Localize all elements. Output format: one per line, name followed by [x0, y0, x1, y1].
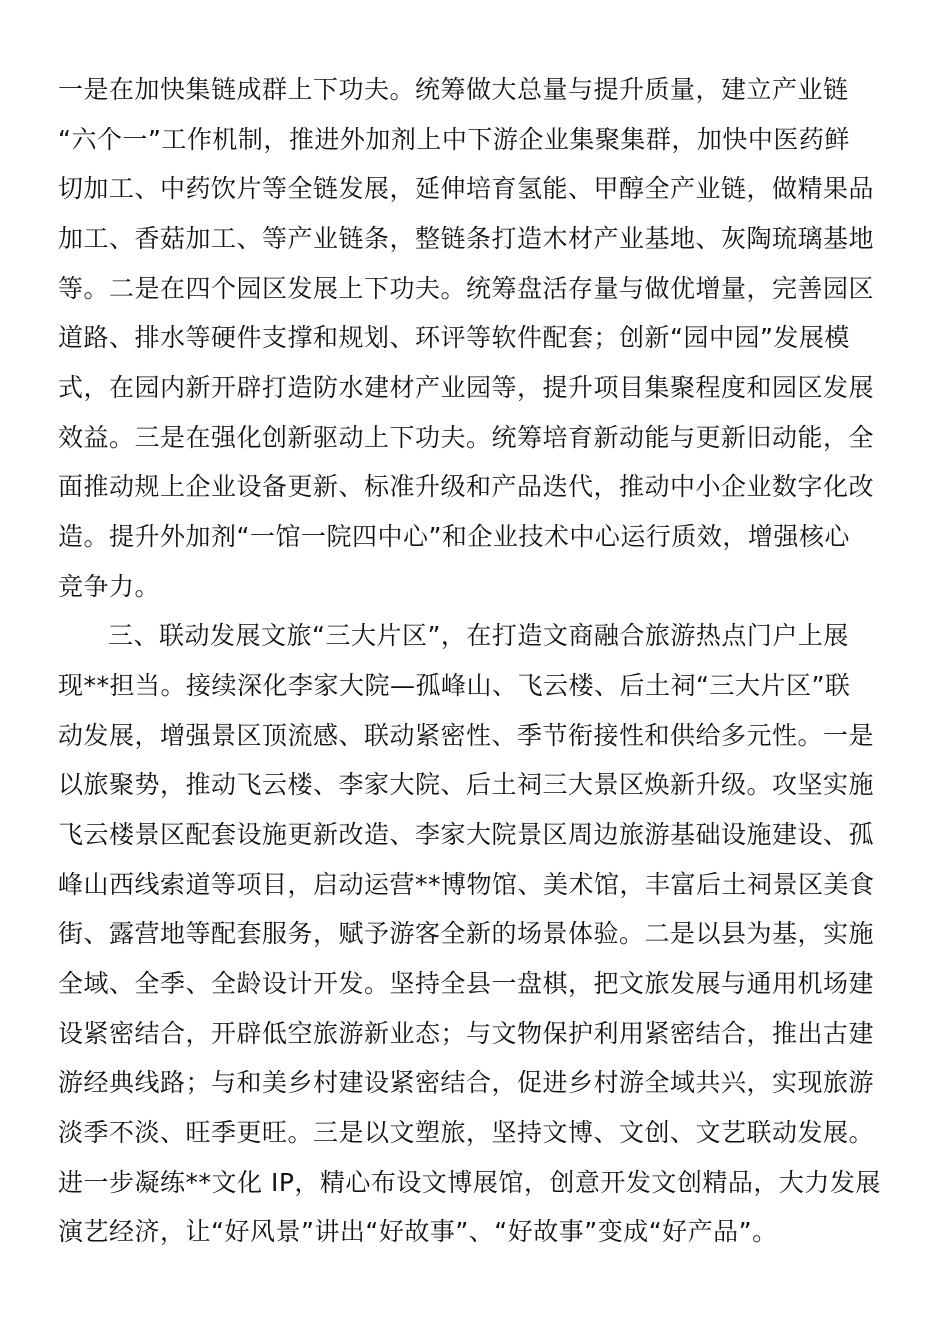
line: 面推动规上企业设备更新、标准升级和产品迭代，推动中小企业数字化改 — [58, 472, 875, 501]
line: 等。二是在四个园区发展上下功夫。统筹盘活存量与做优增量，完善园区 — [58, 274, 875, 303]
line: 加工、香菇加工、等产业链条，整链条打造木材产业基地、灰陶琉璃基地 — [58, 224, 875, 253]
line: 现**担当。接续深化李家大院—孤峰山、飞云楼、后土祠“三大片区”联 — [58, 671, 851, 700]
line: 设紧密结合，开辟低空旅游新业态；与文物保护利用紧密结合，推出古建 — [58, 1019, 875, 1048]
line: 进一步凝练**文化 IP，精心布设文博展馆，创意开发文创精品，大力发展 — [58, 1168, 881, 1197]
line: 演艺经济，让“好风景”讲出“好故事”、“好故事”变成“好产品”。 — [58, 1217, 778, 1246]
line: 飞云楼景区配套设施更新改造、李家大院景区周边旅游基础设施建设、孤 — [58, 820, 875, 849]
line: 道路、排水等硬件支撑和规划、环评等软件配套；创新“园中园”发展模 — [58, 323, 850, 352]
line: “六个一”工作机制，推进外加剂上中下游企业集聚集群，加快中医药鲜 — [58, 125, 850, 154]
line: 峰山西线索道等项目，启动运营**博物馆、美术馆，丰富后土祠景区美食 — [58, 870, 875, 899]
document-body — [58, 72, 881, 1252]
line: 三、联动发展文旅“三大片区”，在打造文商融合旅游热点门户上展 — [108, 621, 849, 650]
line: 一是在加快集链成群上下功夫。统筹做大总量与提升质量，建立产业链 — [58, 75, 849, 104]
line: 式，在园内新开辟打造防水建材产业园等，提升项目集聚程度和园区发展 — [58, 373, 875, 402]
line: 淡季不淡、旺季更旺。三是以文塑旅，坚持文博、文创、文艺联动发展。 — [58, 1118, 875, 1147]
line: 切加工、中药饮片等全链发展，延伸培育氢能、甲醇全产业链，做精果品 — [58, 174, 875, 203]
line: 动发展，增强景区顶流感、联动紧密性、季节衔接性和供给多元性。一是 — [58, 721, 875, 750]
line: 竞争力。 — [58, 572, 161, 601]
line: 造。提升外加剂“一馆一院四中心”和企业技术中心运行质效，增强核心 — [58, 522, 850, 551]
line: 效益。三是在强化创新驱动上下功夫。统筹培育新动能与更新旧动能，全 — [58, 423, 875, 452]
line: 街、露营地等配套服务，赋予游客全新的场景体验。二是以县为基，实施 — [58, 919, 875, 948]
line: 以旅聚势，推动飞云楼、李家大院、后土祠三大景区焕新升级。攻坚实施 — [58, 770, 875, 799]
line: 全域、全季、全龄设计开发。坚持全县一盘棋，把文旅发展与通用机场建 — [58, 969, 875, 998]
line: 游经典线路；与和美乡村建设紧密结合，促进乡村游全域共兴，实现旅游 — [58, 1068, 875, 1097]
